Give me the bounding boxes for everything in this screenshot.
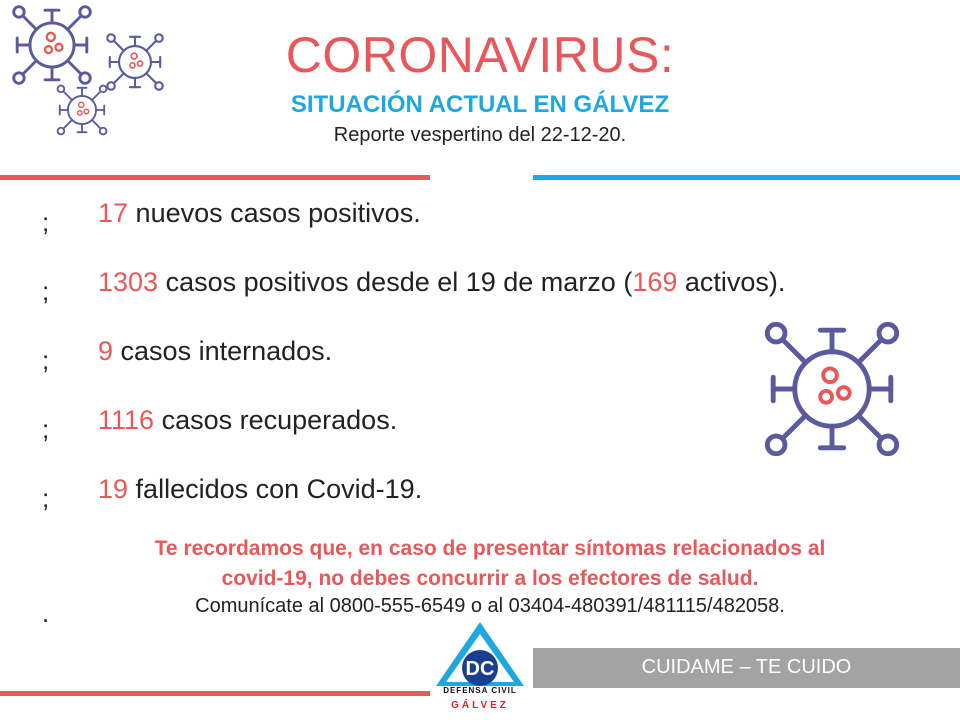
stat-value: 17 <box>98 198 129 228</box>
bullet: ; <box>42 276 50 306</box>
report-date: Reporte vespertino del 22-12-20. <box>333 124 627 146</box>
bullet: . <box>42 598 50 628</box>
notice-line: covid-19, no debes concurrir a los efectores de salud. <box>221 567 759 590</box>
bullet: ; <box>42 483 50 513</box>
logo-initials: DC <box>465 658 495 680</box>
stat-deaths <box>98 474 422 505</box>
stat-value: 1303 <box>98 267 159 297</box>
contact-phones: Comunícate al 0800-555-6549 o al 03404-480391/481115/482058. <box>195 595 785 617</box>
stat-label: casos recuperados. <box>154 405 398 435</box>
stat-label: nuevos casos positivos. <box>128 198 421 228</box>
bullet: ; <box>42 207 50 237</box>
divider-blue-top <box>533 175 960 180</box>
virus-icon <box>765 322 899 456</box>
stat-label: casos internados. <box>113 336 333 366</box>
notice-text <box>0 534 960 594</box>
page-subtitle: SITUACIÓN ACTUAL EN GÁLVEZ <box>290 91 670 118</box>
stat-label: casos positivos desde el 19 de marzo ( <box>158 267 633 297</box>
stat-value: 19 <box>98 474 129 504</box>
defensa-civil-logo <box>434 620 526 688</box>
divider-red-top <box>0 175 430 180</box>
stat-hospitalized <box>98 336 332 367</box>
bullet: ; <box>42 414 50 444</box>
bullet: ; <box>42 345 50 375</box>
divider-red-bottom <box>0 691 430 696</box>
stat-label: fallecidos con Covid-19. <box>128 474 423 504</box>
notice-line: Te recordamos que, en caso de presentar síntomas relacionados al <box>154 537 826 560</box>
stat-total-cases <box>98 267 785 298</box>
logo-name: DEFENSA CIVIL <box>443 686 517 695</box>
slogan-text: CUIDAME – TE CUIDO <box>641 656 852 678</box>
stat-label: activos). <box>677 267 786 297</box>
stat-active-value: 169 <box>632 267 678 297</box>
page-title: CORONAVIRUS: <box>285 27 675 83</box>
stat-value: 9 <box>98 336 114 366</box>
stat-recovered <box>98 405 397 436</box>
stat-value: 1116 <box>98 405 155 435</box>
stat-new-cases <box>98 198 421 229</box>
logo-city: GÁLVEZ <box>451 700 509 711</box>
